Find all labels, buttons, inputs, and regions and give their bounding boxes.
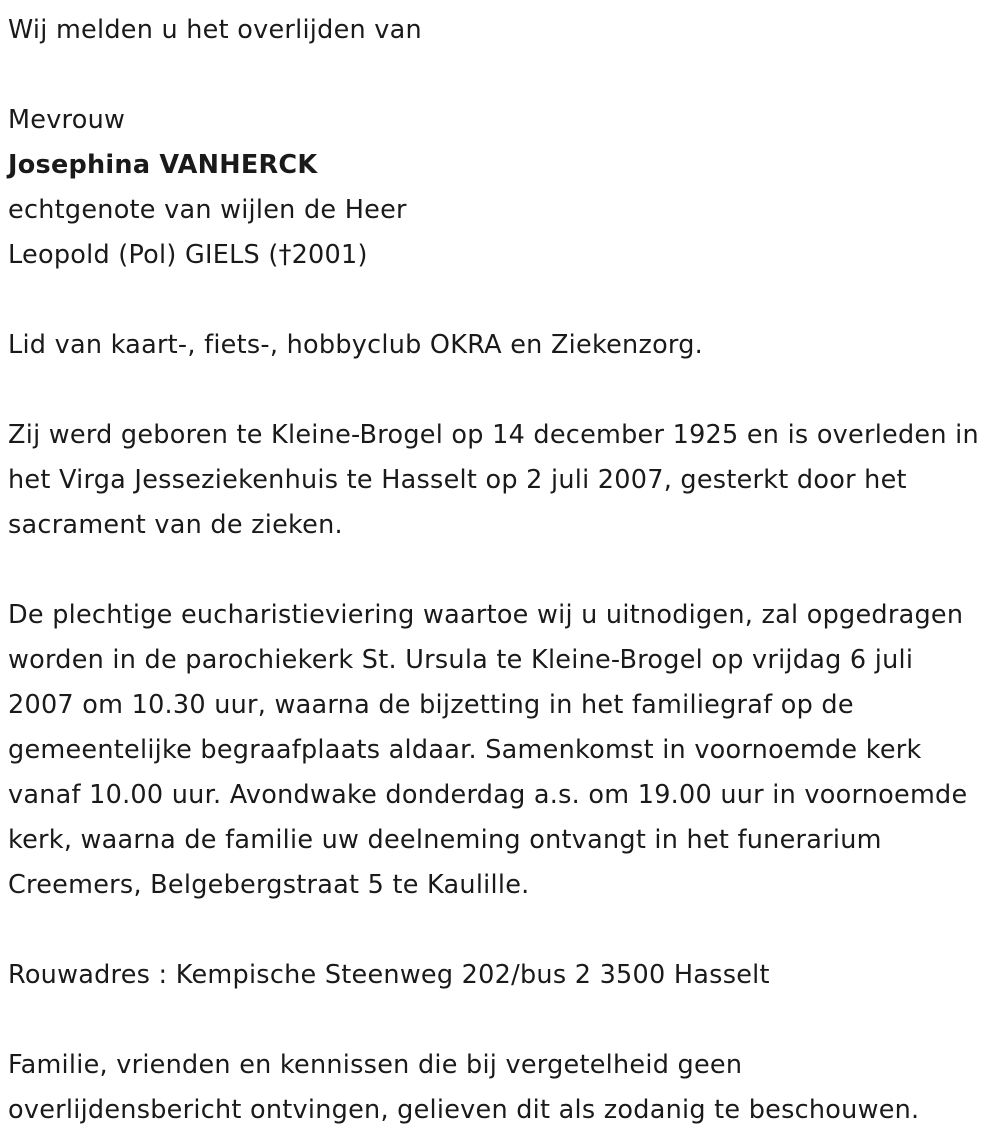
opening-line: Wij melden u het overlijden van [8, 15, 422, 45]
mourning-address-block [8, 953, 996, 998]
ceremony-paragraph-line: gemeentelijke begraafplaats aldaar. Samenkomst in voornoemde kerk [8, 735, 922, 765]
spouse-name: Leopold (Pol) GIELS (†2001) [8, 240, 368, 270]
memberships-block [8, 323, 996, 368]
ceremony-paragraph-line: De plechtige eucharistieviering waartoe wij u uitnodigen, zal opgedragen [8, 600, 964, 630]
spacer [8, 368, 996, 413]
life-paragraph-line: sacrament van de zieken. [8, 510, 343, 540]
life-paragraph [8, 413, 996, 548]
ceremony-paragraph [8, 593, 996, 908]
life-paragraph-line: Zij werd geboren te Kleine-Brogel op 14 december 1925 en is overleden in [8, 420, 979, 450]
spacer [8, 53, 996, 98]
ceremony-paragraph-line: 2007 om 10.30 uur, waarna de bijzetting in het familiegraf op de [8, 690, 854, 720]
opening-block [8, 8, 996, 53]
life-paragraph-line: het Virga Jesseziekenhuis te Hasselt op 2 juli 2007, gesterkt door het [8, 465, 907, 495]
ceremony-paragraph-line: worden in de parochiekerk St. Ursula te Kleine-Brogel op vrijdag 6 juli [8, 645, 914, 675]
spacer [8, 998, 996, 1043]
spacer [8, 908, 996, 953]
memberships-line: Lid van kaart-, fiets-, hobbyclub OKRA en Ziekenzorg. [8, 330, 704, 360]
mourning-address-line: Rouwadres : Kempische Steenweg 202/bus 2 3500 Hasselt [8, 960, 770, 990]
closing-notice-line: Familie, vrienden en kennissen die bij vergetelheid geen [8, 1050, 743, 1080]
spacer [8, 278, 996, 323]
salutation: Mevrouw [8, 105, 126, 135]
ceremony-paragraph-line: kerk, waarna de familie uw deelneming ontvangt in het funerarium [8, 825, 882, 855]
closing-notice-line: overlijdensbericht ontvingen, gelieven dit als zodanig te beschouwen. [8, 1095, 920, 1125]
spouse-relation: echtgenote van wijlen de Heer [8, 195, 407, 225]
closing-notice [8, 1043, 996, 1133]
ceremony-paragraph-line: vanaf 10.00 uur. Avondwake donderdag a.s. om 19.00 uur in voornoemde [8, 780, 968, 810]
spacer [8, 548, 996, 593]
deceased-name: Josephina VANHERCK [8, 150, 318, 180]
deceased-identity-block [8, 98, 996, 278]
ceremony-paragraph-line: Creemers, Belgebergstraat 5 te Kaulille. [8, 870, 530, 900]
